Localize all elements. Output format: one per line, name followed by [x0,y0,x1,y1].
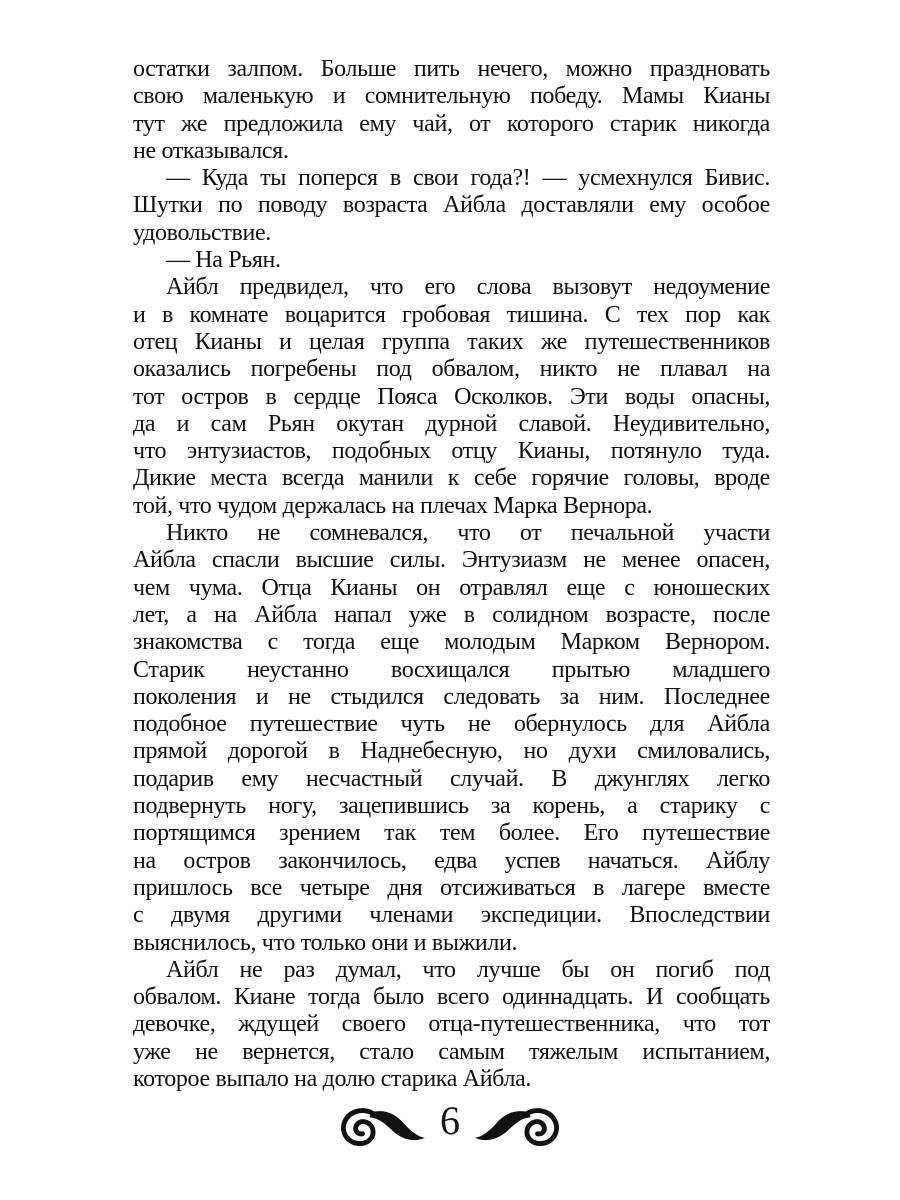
paragraph [133,247,770,274]
text-line: подвернуть ногу, зацепившись за корень, а старику с [133,793,770,820]
text-line: с двумя другими членами экспедиции. Впоследствии [133,902,770,929]
swirl-flourish-right-icon [473,1106,559,1146]
text-line: Старик неустанно восхищался прытью младшего [133,656,770,683]
text-line: Айбл предвидел, что его слова вызовут недоумение [166,274,770,301]
text-line: и в комнате воцарится гробовая тишина. С тех пор как [133,301,770,328]
paragraph [133,165,770,247]
paragraph [133,274,770,520]
text-line: которое выпало на долю старика Айбла. [133,1065,532,1092]
text-line: что энтузиастов, подобных отцу Кианы, потянуло туда. [133,438,770,465]
text-line: — На Рьян. [166,247,281,274]
text-line: прямой дорогой в Наднебесную, но духи смиловались, [133,738,770,765]
text-line: пришлось все четыре дня отсиживаться в лагере вместе [133,874,770,901]
paragraph [133,520,770,957]
text-line: подобное путешествие чуть не обернулось для Айбла [133,711,770,738]
text-line: той, что чудом держалась на плечах Марка Вернора. [133,492,653,519]
text-line: отец Кианы и целая группа таких же путешественников [133,328,770,355]
text-line: удовольствие. [133,219,271,246]
text-line: подарив ему несчастный случай. В джунглях легко [133,765,770,792]
page-number: 6 [440,1098,460,1143]
swirl-flourish-left-icon [341,1106,427,1146]
text-line: знакомства с тогда еще молодым Марком Вернором. [133,629,770,656]
text-line: уже не вернется, стало самым тяжелым испытанием, [133,1038,770,1065]
text-line: поколения и не стыдился следовать за ним. Последнее [133,683,770,710]
text-line: девочке, ждущей своего отца-путешественника, что тот [133,1011,770,1038]
text-line: Айбла спасли высшие силы. Энтузиазм не менее опасен, [133,547,770,574]
text-line: да и сам Рьян окутан дурной славой. Неудивительно, [133,410,770,437]
text-line: оказались погребены под обвалом, никто не плавал на [133,356,770,383]
text-line: Шутки по поводу возраста Айбла доставляли ему особое [133,192,770,219]
paragraph [133,957,770,1093]
text-line: выяснилось, что только они и выжили. [133,929,518,956]
text-line: тот остров в сердце Пояса Осколков. Эти воды опасны, [133,383,770,410]
page-footer [0,1096,900,1156]
text-line: лет, а на Айбла напал уже в солидном возрасте, после [133,601,770,628]
text-line: — Куда ты поперся в свои года?! — усмехнулся Бивис. [166,165,770,192]
text-line: остатки залпом. Больше пить нечего, можно праздновать [133,56,770,82]
text-line: свою маленькую и сомнительную победу. Мамы Кианы [133,83,770,110]
paragraph [133,56,770,165]
text-block [133,56,770,1093]
text-line: не отказывался. [133,137,289,164]
text-line: обвалом. Киане тогда было всего одиннадцать. И сообщать [133,984,770,1011]
text-line: Айбл не раз думал, что лучше бы он погиб под [166,956,770,983]
text-line: Дикие места всегда манили к себе горячие головы, вроде [133,465,770,492]
text-line: на остров закончилось, едва успев начаться. Айблу [133,847,770,874]
text-line: Никто не сомневался, что от печальной участи [166,520,770,547]
text-line: портящимся зрением так тем более. Его путешествие [133,820,770,847]
text-line: тут же предложила ему чай, от которого старик никогда [133,110,770,137]
text-line: чем чума. Отца Кианы он отравлял еще с юношеских [133,574,770,601]
